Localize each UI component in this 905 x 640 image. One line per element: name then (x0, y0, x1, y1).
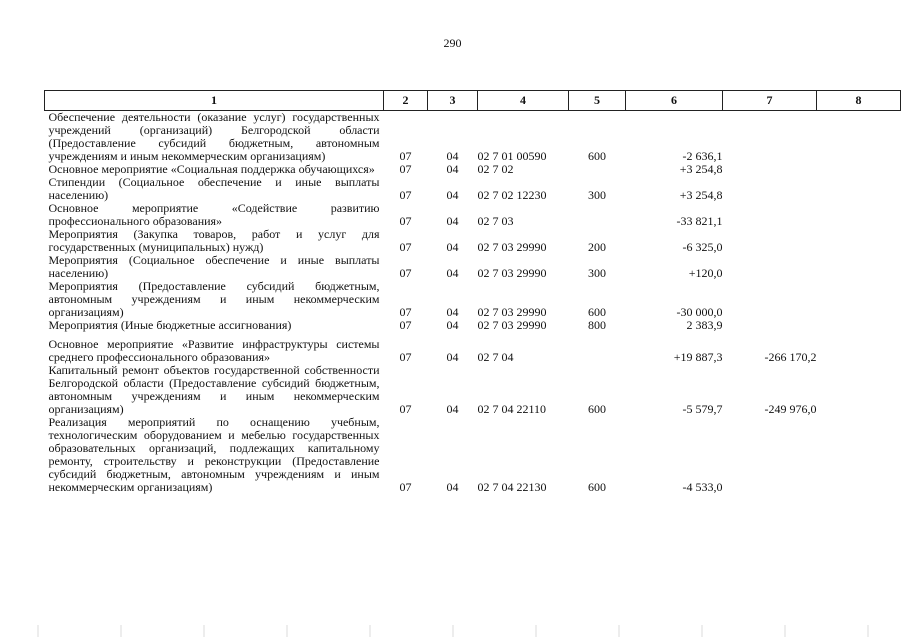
row-name: Капитальный ремонт объектов государственной собственности Белгородской области (Предоставление субсидий бюджетным, автономным учреждениям и иным некоммерческим организациям) (48, 363, 380, 416)
row-target-code: 02 7 03 29990 (477, 240, 547, 254)
row-value-6: -5 579,7 (682, 402, 723, 416)
row-subsection: 04 (446, 480, 459, 494)
column-header-8: 8 (817, 91, 901, 111)
row-section: 07 (399, 149, 412, 163)
row-section: 07 (399, 402, 412, 416)
scan-noise-strip (0, 625, 905, 637)
row-expense-type: 200 (588, 240, 606, 254)
table-row (45, 280, 901, 319)
row-value-8 (817, 416, 901, 494)
row-value-6: +3 254,8 (679, 162, 723, 176)
row-value-8 (817, 163, 901, 176)
row-target-code: 02 7 04 22130 (477, 480, 547, 494)
row-target-code: 02 7 04 22110 (477, 402, 547, 416)
row-expense-type (569, 202, 626, 228)
row-subsection: 04 (446, 402, 459, 416)
row-expense-type (569, 332, 626, 364)
row-subsection: 04 (446, 162, 459, 176)
table-row (45, 332, 901, 364)
row-expense-type: 600 (588, 149, 606, 163)
row-section: 07 (399, 162, 412, 176)
row-name: Основное мероприятие «Социальная поддержка обучающихся» (48, 162, 375, 176)
row-value-7 (723, 416, 817, 494)
row-expense-type: 300 (588, 188, 606, 202)
row-section: 07 (399, 240, 412, 254)
table-row (45, 364, 901, 416)
row-value-7: -266 170,2 (764, 350, 817, 364)
row-value-6: -2 636,1 (682, 149, 723, 163)
row-expense-type (569, 163, 626, 176)
budget-table (44, 90, 901, 494)
row-value-6: -33 821,1 (676, 214, 723, 228)
row-target-code: 02 7 03 29990 (477, 266, 547, 280)
table-row (45, 254, 901, 280)
row-subsection: 04 (446, 188, 459, 202)
table-row (45, 111, 901, 164)
row-value-6: +19 887,3 (673, 350, 723, 364)
row-value-7 (723, 280, 817, 319)
column-header-4: 4 (478, 91, 569, 111)
row-target-code: 02 7 03 (477, 214, 514, 228)
row-value-7 (723, 111, 817, 164)
row-name: Реализация мероприятий по оснащению учебным, технологическим оборудованием и мебелью государственных образовательных организаций, подлежащих капитальному ремонту, строительству и реконструкции (Предоставление субсидий бюджетным, автономным учреждениям и иным некоммерческим организациям) (48, 415, 380, 494)
row-target-code: 02 7 01 00590 (477, 149, 547, 163)
row-name: Обеспечение деятельности (оказание услуг) государственных учреждений (организаций) Белгородской области (Предоставление субсидий бюджетным, автономным учреждениям и иным некоммерческим организациям) (48, 110, 380, 163)
row-name: Мероприятия (Закупка товаров, работ и услуг для государственных (муниципальных) нужд) (48, 227, 380, 254)
row-value-7 (723, 163, 817, 176)
row-name: Основное мероприятие «Развитие инфраструктуры системы среднего профессионального образования» (48, 337, 380, 364)
table-row (45, 176, 901, 202)
row-subsection: 04 (446, 149, 459, 163)
row-section: 07 (399, 350, 412, 364)
row-value-8 (817, 111, 901, 164)
row-expense-type: 800 (588, 318, 606, 332)
row-subsection: 04 (446, 350, 459, 364)
row-value-6: +120,0 (688, 266, 723, 280)
row-subsection: 04 (446, 266, 459, 280)
row-value-6: -6 325,0 (682, 240, 723, 254)
row-value-7 (723, 254, 817, 280)
row-section: 07 (399, 188, 412, 202)
row-value-7 (723, 319, 817, 332)
page-number: 290 (443, 36, 462, 50)
column-header-6: 6 (626, 91, 723, 111)
table-row (45, 228, 901, 254)
table-row (45, 202, 901, 228)
row-value-6: +3 254,8 (679, 188, 723, 202)
row-section: 07 (399, 305, 412, 319)
row-target-code: 02 7 02 12230 (477, 188, 547, 202)
row-name: Мероприятия (Социальное обеспечение и иные выплаты населению) (48, 253, 380, 280)
row-value-8 (817, 202, 901, 228)
row-target-code: 02 7 03 29990 (477, 318, 547, 332)
row-value-6: -30 000,0 (676, 305, 723, 319)
row-target-code: 02 7 02 (477, 162, 514, 176)
row-target-code: 02 7 04 (477, 350, 514, 364)
row-expense-type: 300 (588, 266, 606, 280)
row-value-8 (817, 364, 901, 416)
row-value-8 (817, 254, 901, 280)
row-value-7 (723, 228, 817, 254)
column-header-1: 1 (45, 91, 384, 111)
row-name: Мероприятия (Иные бюджетные ассигнования) (48, 318, 292, 332)
row-name: Стипендии (Социальное обеспечение и иные выплаты населению) (48, 175, 380, 202)
column-header-7: 7 (723, 91, 817, 111)
column-header-2: 2 (384, 91, 428, 111)
row-expense-type: 600 (588, 480, 606, 494)
row-target-code: 02 7 03 29990 (477, 305, 547, 319)
row-value-8 (817, 228, 901, 254)
row-section: 07 (399, 318, 412, 332)
row-name: Основное мероприятие «Содействие развитию профессионального образования» (48, 201, 380, 228)
row-value-8 (817, 176, 901, 202)
row-value-7 (723, 202, 817, 228)
column-header-5: 5 (569, 91, 626, 111)
row-value-8 (817, 280, 901, 319)
row-value-8 (817, 332, 901, 364)
row-section: 07 (399, 480, 412, 494)
row-value-7 (723, 176, 817, 202)
row-value-6: -4 533,0 (682, 480, 723, 494)
row-subsection: 04 (446, 214, 459, 228)
row-subsection: 04 (446, 318, 459, 332)
row-expense-type: 600 (588, 402, 606, 416)
row-name: Мероприятия (Предоставление субсидий бюджетным, автономным учреждениям и иным некоммерческим организациям) (48, 279, 380, 319)
table-row (45, 416, 901, 494)
row-value-7: -249 976,0 (764, 402, 817, 416)
row-section: 07 (399, 214, 412, 228)
row-subsection: 04 (446, 240, 459, 254)
row-value-6: 2 383,9 (686, 318, 723, 332)
table-header-row (45, 91, 901, 111)
row-subsection: 04 (446, 305, 459, 319)
row-value-8 (817, 319, 901, 332)
row-expense-type: 600 (588, 305, 606, 319)
column-header-3: 3 (428, 91, 478, 111)
row-section: 07 (399, 266, 412, 280)
table-row (45, 319, 901, 332)
